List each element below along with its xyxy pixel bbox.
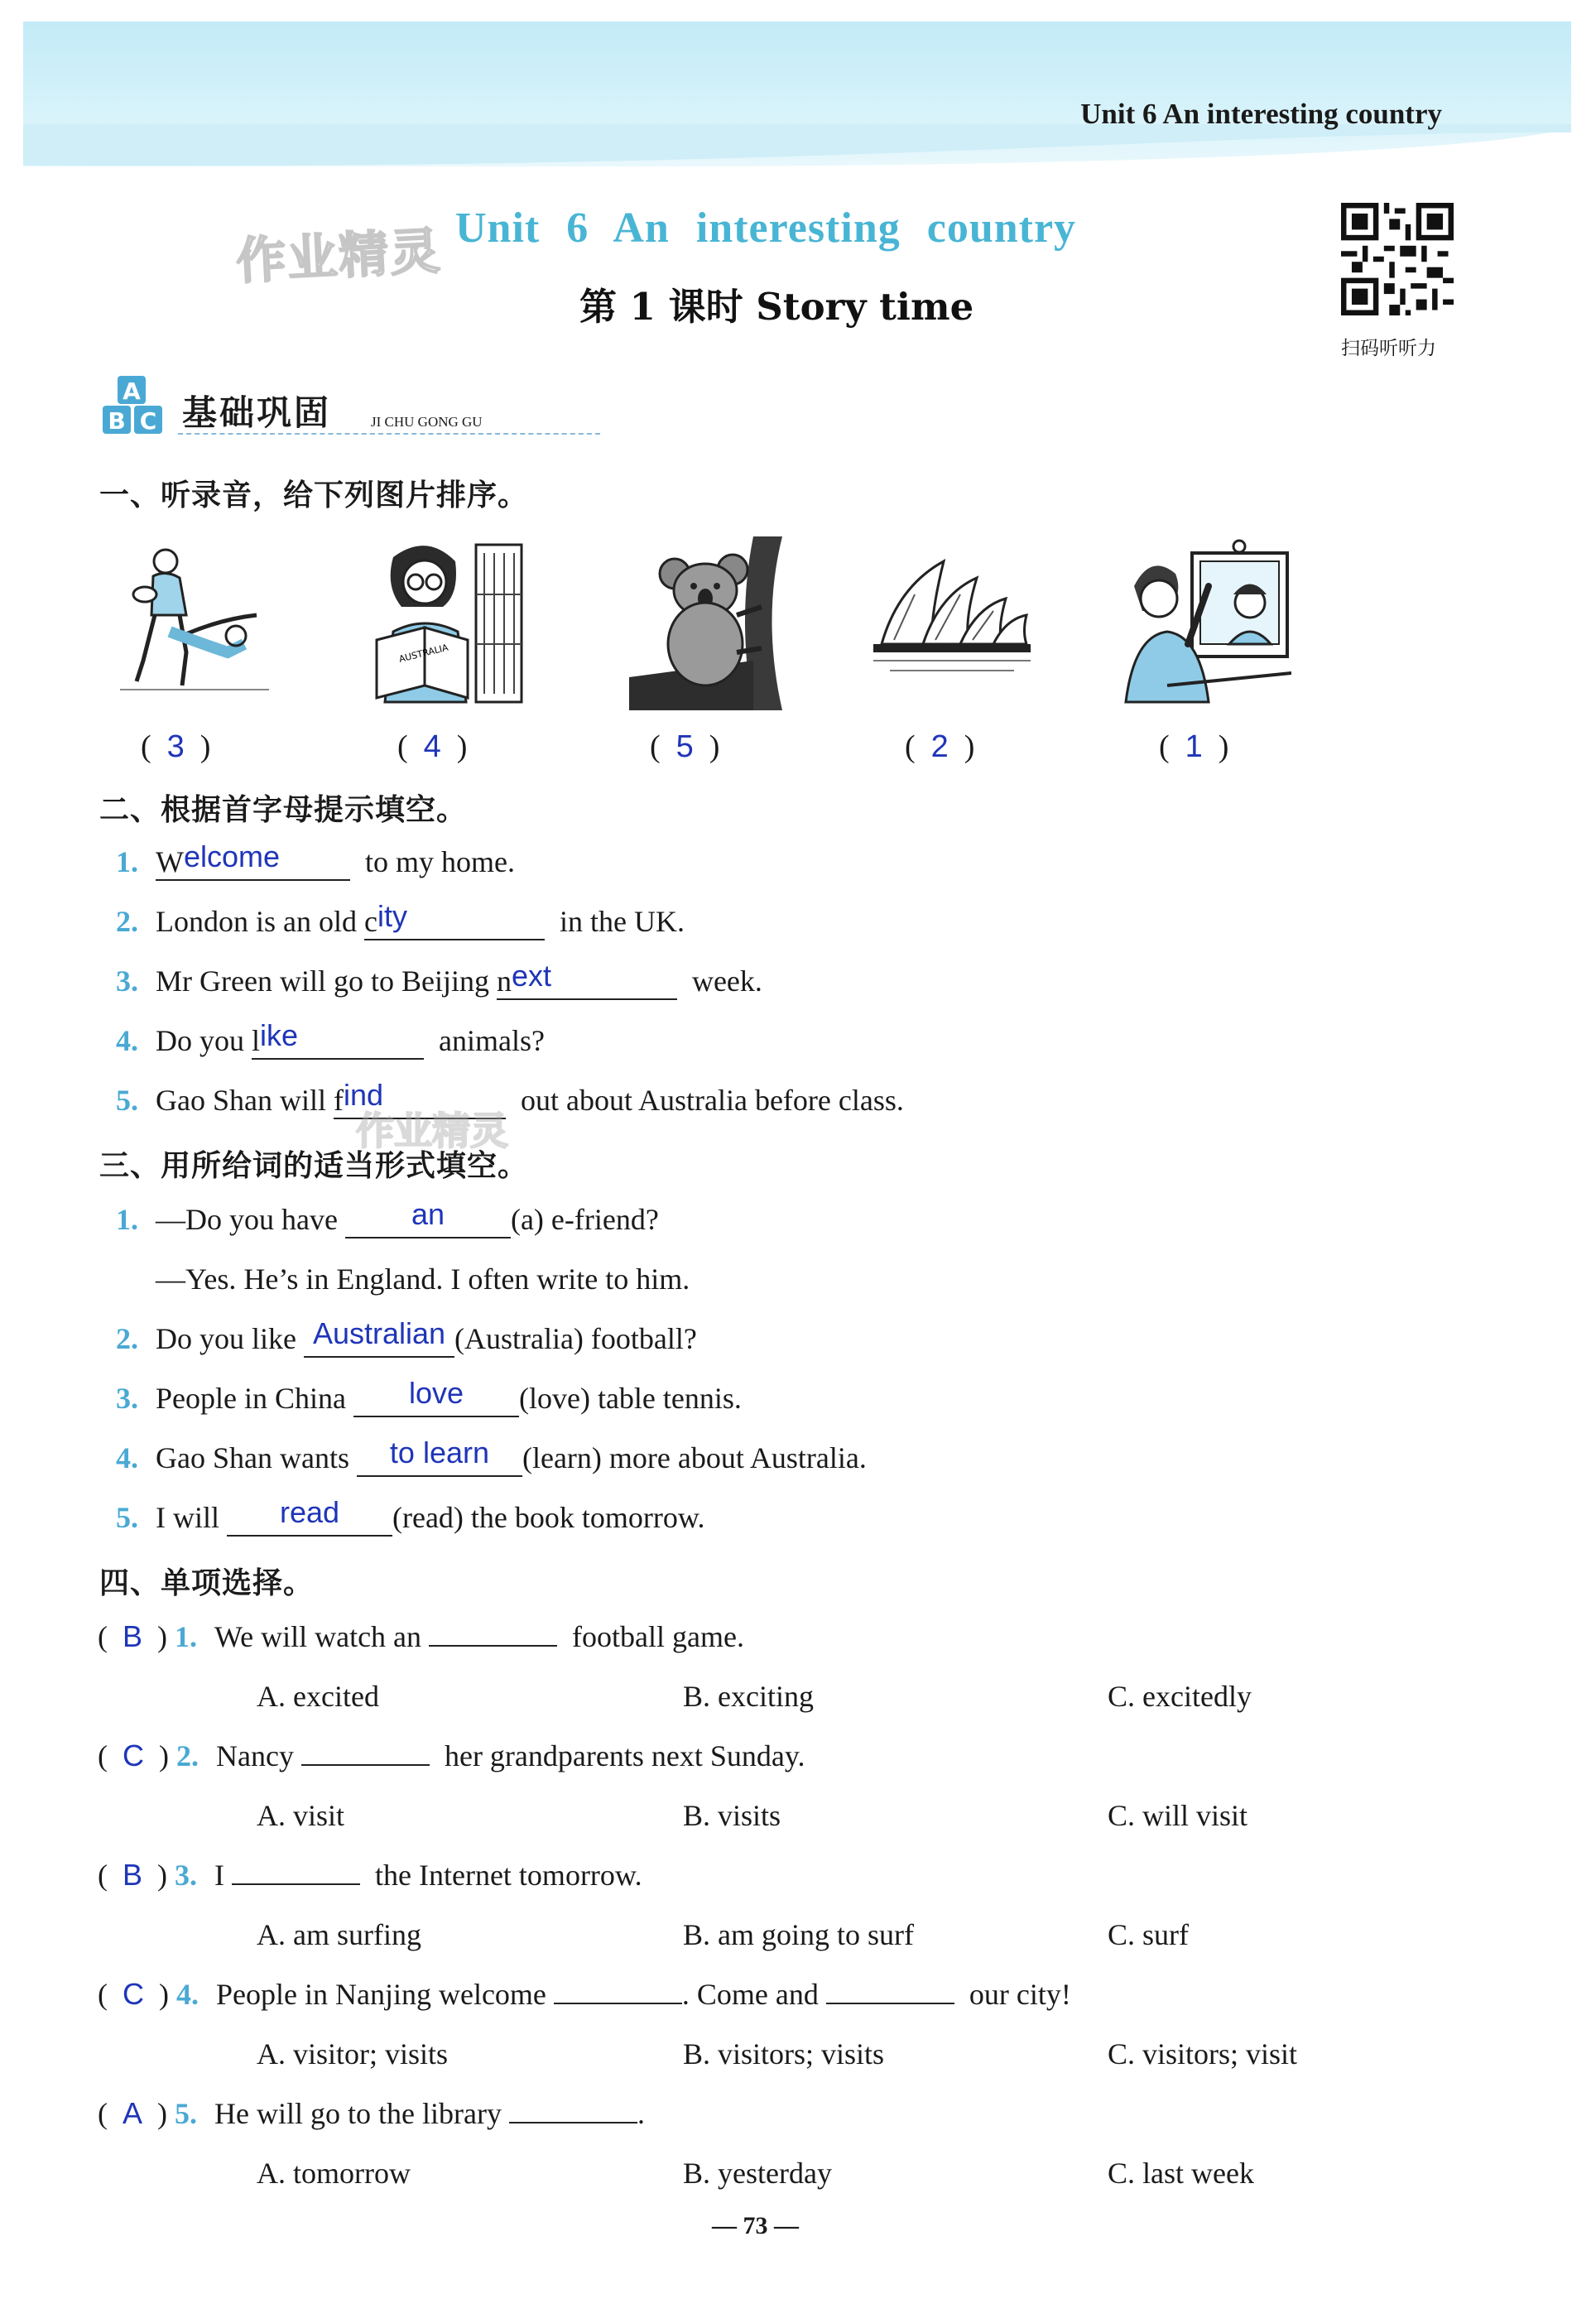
- q4-item-5: ( A ) 5. He will go to the library .: [98, 2096, 645, 2130]
- order-slot-3[interactable]: ( 5 ): [650, 729, 720, 764]
- qr-label: 扫码听听力: [1341, 338, 1436, 359]
- q3-blank-5[interactable]: read: [227, 1500, 392, 1537]
- q3-item-2: 2. Do you like Australian (Australia) football?: [116, 1321, 697, 1358]
- q4-5-option-c[interactable]: C. last week: [1108, 2157, 1254, 2190]
- abc-blocks-icon: [101, 374, 167, 437]
- q2-blank-3[interactable]: next: [497, 964, 677, 1000]
- q4-5-option-a[interactable]: A. tomorrow: [257, 2157, 411, 2190]
- q4-1-option-a[interactable]: A. excited: [257, 1680, 379, 1713]
- q3-item-4: 4. Gao Shan wants to learn (learn) more about Australia.: [116, 1440, 867, 1477]
- q2-blank-2[interactable]: city: [364, 904, 545, 940]
- answer-paren[interactable]: ( A ): [98, 2096, 168, 2130]
- q4-5-option-b[interactable]: B. yesterday: [683, 2157, 832, 2190]
- q3-blank-3[interactable]: love: [353, 1381, 519, 1417]
- answer-paren[interactable]: ( C ): [98, 1977, 169, 2011]
- answer-paren[interactable]: ( B ): [98, 1619, 168, 1653]
- qr-code-icon[interactable]: [1341, 203, 1454, 315]
- q3-item-1-reply: —Yes. He’s in England. I often write to him.: [156, 1262, 690, 1296]
- q3-blank-4[interactable]: to learn: [357, 1440, 522, 1477]
- watermark: 作业精灵: [234, 222, 443, 291]
- q4-3-option-b[interactable]: B. am going to surf: [683, 1918, 914, 1951]
- q4-2-option-a[interactable]: A. visit: [257, 1799, 345, 1832]
- girl-reading-australia-book-icon: [352, 536, 526, 710]
- q3-item-1: 1. —Do you have an (a) e-friend?: [116, 1202, 659, 1238]
- q2-item-4: 4. Do you like animals?: [116, 1023, 545, 1060]
- q4-3-option-c[interactable]: C. surf: [1108, 1918, 1189, 1951]
- svg-text:AUSTRALIA: AUSTRALIA: [397, 642, 449, 665]
- q4-4-option-a[interactable]: A. visitor; visits: [257, 2037, 449, 2070]
- q3-blank-2[interactable]: Australian: [304, 1321, 454, 1358]
- q4-item-2: ( C ) 2. Nancy her grandparents next Sunday.: [98, 1739, 805, 1772]
- q4-item-3: ( B ) 3. I the Internet tomorrow.: [98, 1858, 642, 1892]
- q2-item-3: 3. Mr Green will go to Beijing next week.: [116, 964, 762, 1000]
- q3-item-3: 3. People in China love (love) table tennis.: [116, 1381, 742, 1417]
- order-slot-1[interactable]: ( 3 ): [141, 729, 211, 764]
- q2-blank-5[interactable]: find: [334, 1083, 506, 1119]
- q2-item-2: 2. London is an old city in the UK.: [116, 904, 685, 940]
- q4-1-option-c[interactable]: C. excitedly: [1108, 1680, 1252, 1713]
- q3-heading: 三、用所给词的适当形式填空。: [99, 1149, 529, 1183]
- q3-blank-1[interactable]: an: [345, 1202, 511, 1238]
- unit-title: Unit 6 An interesting country: [455, 204, 1077, 252]
- q4-2-option-b[interactable]: B. visits: [683, 1799, 781, 1832]
- q2-item-1: 1. Welcome to my home.: [116, 844, 515, 881]
- sydney-opera-house-icon: [865, 536, 1039, 710]
- koala-on-tree-icon: [629, 536, 803, 710]
- q1-heading: 一、听录音，给下列图片排序。: [99, 479, 529, 512]
- answer-paren[interactable]: ( C ): [98, 1739, 169, 1772]
- running-title: Unit 6 An interesting country: [1080, 98, 1442, 130]
- q2-heading: 二、根据首字母提示填空。: [99, 793, 468, 827]
- q4-4-option-b[interactable]: B. visitors; visits: [683, 2037, 885, 2070]
- q2-item-5: 5. Gao Shan will find out about Australia before class.: [116, 1083, 904, 1119]
- order-slot-4[interactable]: ( 2 ): [905, 729, 975, 764]
- abc-letter-c: C: [139, 407, 157, 435]
- q4-1-option-b[interactable]: B. exciting: [683, 1680, 814, 1713]
- q3-item-5: 5. I will read (read) the book tomorrow.: [116, 1500, 705, 1537]
- watermark: 作业精灵: [356, 1109, 508, 1153]
- page-number: — 73 —: [712, 2212, 799, 2239]
- order-slot-2[interactable]: ( 4 ): [397, 729, 468, 764]
- abc-letter-a: A: [123, 378, 141, 405]
- q4-item-1: ( B ) 1. We will watch an football game.: [98, 1619, 744, 1653]
- section-divider: [178, 433, 600, 435]
- rugby-players-icon: [103, 536, 277, 710]
- order-slot-5[interactable]: ( 1 ): [1159, 729, 1229, 764]
- video-chat-icon: [1118, 536, 1291, 710]
- section-pinyin: JI CHU GONG GU: [371, 414, 483, 430]
- q4-2-option-c[interactable]: C. will visit: [1108, 1799, 1248, 1832]
- q4-4-option-c[interactable]: C. visitors; visit: [1108, 2037, 1298, 2070]
- q4-item-4: ( C ) 4. People in Nanjing welcome . Come and our city!: [98, 1977, 1071, 2011]
- section-title: 基础巩固: [182, 392, 332, 433]
- q4-heading: 四、单项选择。: [99, 1566, 315, 1600]
- abc-letter-b: B: [108, 407, 126, 435]
- q2-blank-4[interactable]: like: [252, 1023, 424, 1060]
- header-wave: [23, 124, 1571, 174]
- q4-3-option-a[interactable]: A. am surfing: [257, 1918, 421, 1951]
- answer-paren[interactable]: ( B ): [98, 1858, 168, 1892]
- q2-blank-1[interactable]: Welcome: [156, 844, 350, 881]
- lesson-title: 第 1 课时 Story time: [579, 285, 974, 329]
